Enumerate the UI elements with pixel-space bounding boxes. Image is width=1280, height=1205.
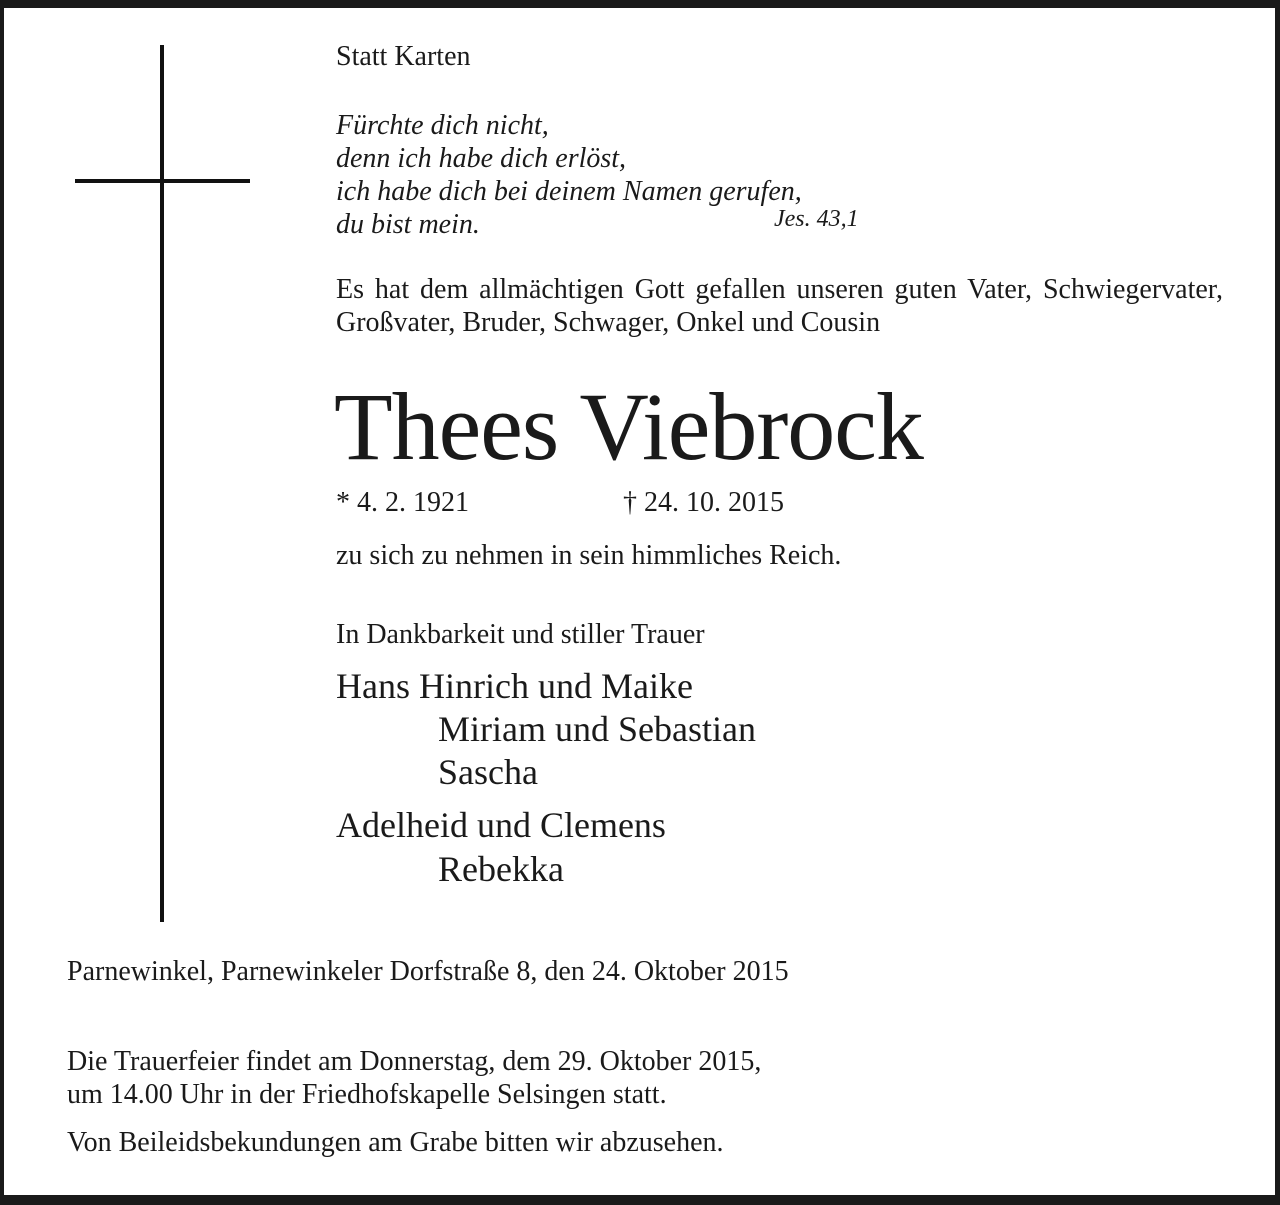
- outro-text: zu sich zu nehmen in sein himmliches Reich.: [336, 540, 842, 571]
- family-head: Adelheid und Clemens: [336, 805, 666, 845]
- family-head: Hans Hinrich und Maike: [336, 666, 693, 706]
- cross-icon: [160, 45, 164, 922]
- verse-line: ich habe dich bei deinem Namen gerufen,: [336, 176, 802, 207]
- verse-reference: Jes. 43,1: [774, 206, 859, 232]
- mourning-line: In Dankbarkeit und stiller Trauer: [336, 619, 705, 650]
- family-member: Miriam und Sebastian: [438, 709, 756, 749]
- header-text: Statt Karten: [336, 41, 471, 72]
- intro-text: Es hat dem allmächtigen Gott gefallen unseren guten Vater, Schwiegervater, Großvater, Bruder, Schwager, Onkel und Cousin: [336, 274, 1223, 338]
- family-member: Rebekka: [438, 849, 564, 889]
- bible-verse: [336, 109, 802, 241]
- closing-text: Von Beileidsbekundungen am Grabe bitten wir abzusehen.: [67, 1127, 724, 1158]
- deceased-name: Thees Viebrock: [334, 373, 923, 480]
- birth-date: * 4. 2. 1921: [336, 487, 469, 518]
- verse-line: Fürchte dich nicht,: [336, 110, 549, 141]
- family-member: Sascha: [438, 752, 538, 792]
- verse-line: du bist mein.: [336, 209, 480, 240]
- cross-icon-crossbar: [75, 179, 250, 183]
- death-date: † 24. 10. 2015: [623, 487, 784, 518]
- verse-line: denn ich habe dich erlöst,: [336, 143, 627, 174]
- ceremony-line: um 14.00 Uhr in der Friedhofskapelle Selsingen statt.: [67, 1079, 667, 1110]
- place-date: Parnewinkel, Parnewinkeler Dorfstraße 8, den 24. Oktober 2015: [67, 956, 789, 987]
- ceremony-line: Die Trauerfeier findet am Donnerstag, dem 29. Oktober 2015,: [67, 1046, 762, 1077]
